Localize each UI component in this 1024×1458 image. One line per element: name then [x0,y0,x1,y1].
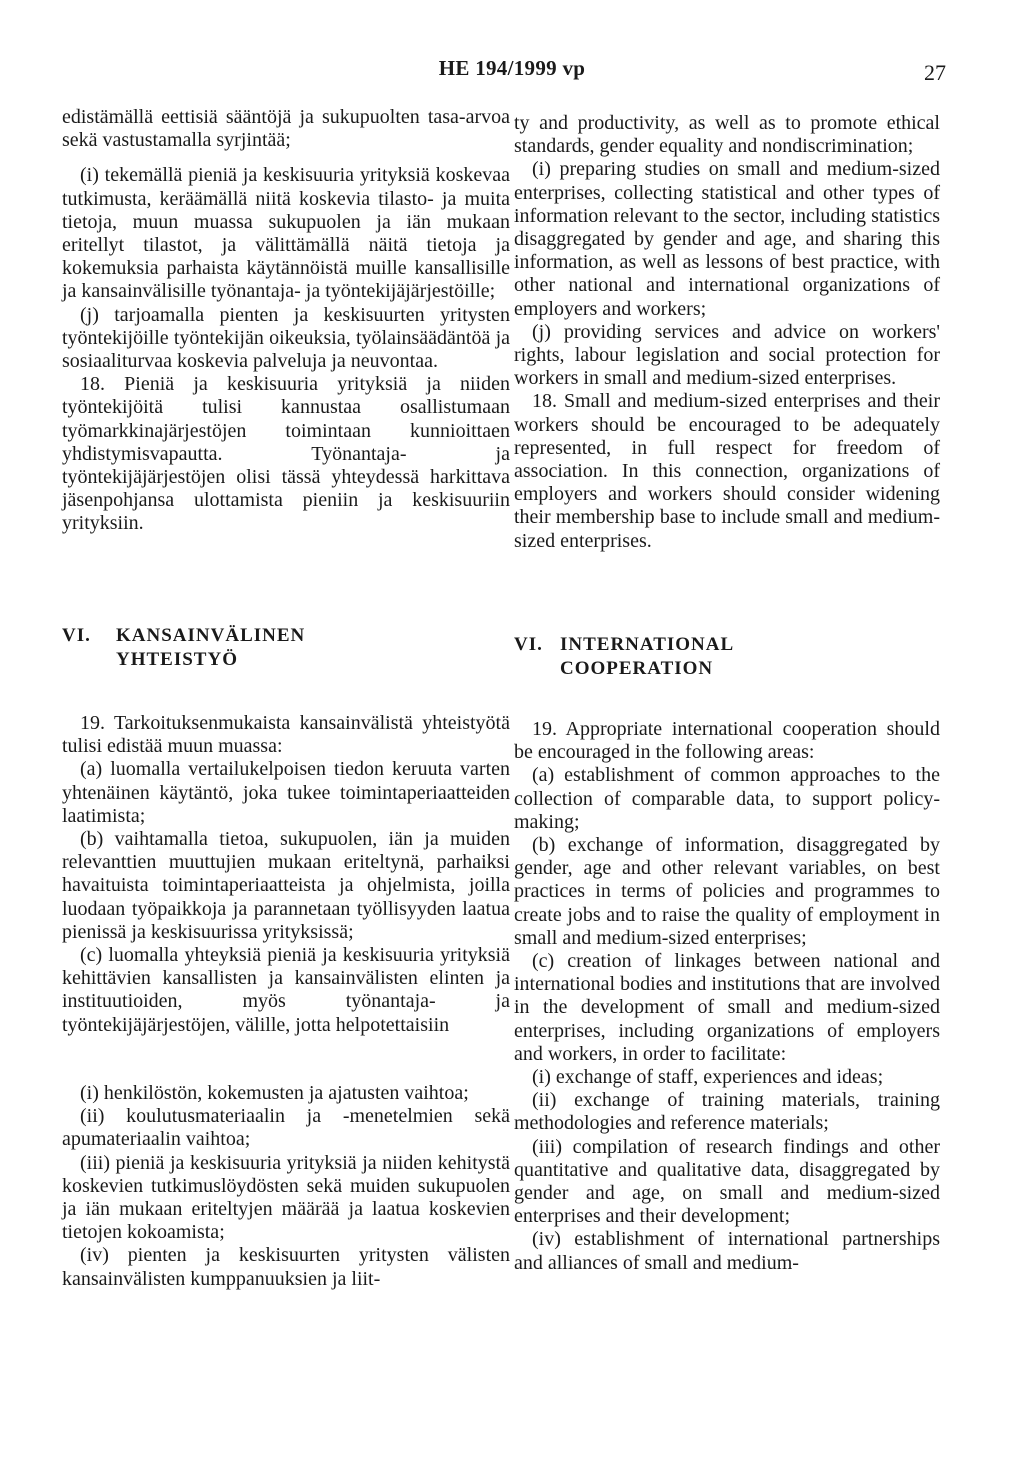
paragraph: 19. Appropriate international cooperation should be encouraged in the following areas: [514,718,940,764]
paragraph: (i) tekemällä pieniä ja keskisuuria yrityksiä koskevaa tutkimusta, keräämällä niitä koskevia tilasto- ja muita tietoja, muun muassa sukupuolen ja iän mukaan eritellyt tilastot, ja välittämällä näitä tietoja ja kokemuksia parhaista käytännöistä muille kansallisille ja kansainvälisille työnantaja- ja työntekijäjärjestöille; [62,164,510,303]
paragraph: (iii) pieniä ja keskisuuria yrityksiä ja niiden kehitystä koskevien tutkimuslöydösten sekä muiden sukupuolen ja iän mukaan eriteltyjen määrää ja laatua koskevien tietojen kokoamista; [62,1151,510,1244]
page-number: 27 [924,60,946,85]
section-title: KANSAINVÄLINEN [116,625,306,646]
paragraph: (iii) compilation of research findings and other quantitative and qualitative data, disaggregated by gender and age, on small and medium-sized enterprises and their development; [514,1135,940,1228]
document-reference: HE 194/1999 vp [438,56,586,80]
paragraph: (i) henkilöstön, kokemusten ja ajatusten vaihtoa; [80,1082,469,1104]
section-number: VI. [62,625,91,646]
paragraph: (c) creation of linkages between national and international bodies and institutions that are involved in the development of small and medium-sized enterprises, including organizations of employers and workers, in order to facilitate: [514,950,940,1065]
section-title: INTERNATIONAL [560,634,735,655]
left-column-top-text [62,106,510,536]
paragraph: (iv) establishment of international partnerships and alliances of small and medium- [514,1228,940,1274]
right-column-top-text [514,112,940,553]
paragraph: (a) establishment of common approaches to the collection of comparable data, to support policy-making; [514,764,940,833]
paragraph: (b) vaihtamalla tietoa, sukupuolen, iän ja muiden relevanttien muuttujien mukaan eriteltynä, parhaiksi havaituista toimintaperiaatteista ja ohjelmista, joilla luodaan työpaikkoja ja parannetaan työllisyyden laatua pienissä ja keskisuurissa yrityksissä; [62,828,510,943]
paragraph: (a) luomalla vertailukelpoisen tiedon keruuta varten yhtenäinen käytäntö, joka tukee toimintaperiaatteiden laatimista; [62,758,510,827]
paragraph: (i) exchange of staff, experiences and ideas; [532,1066,884,1089]
paragraph: (c) luomalla yhteyksiä pieniä ja keskisuuria yrityksiä kehittävien kansallisten ja kansainvälisten elinten ja instituutioiden, myös työnantaja- ja työntekijäjärjestöjen, välille, jotta helpotettaisiin [62,944,510,1036]
paragraph: (ii) exchange of training materials, training methodologies and reference materials; [514,1089,940,1135]
paragraph: (i) preparing studies on small and medium-sized enterprises, collecting statistical and other types of information relevant to the sector, including statistics disaggregated by gender and age, and sharing this information, as well as lessons of best practice, with other national and international organizations of employers and workers; [514,158,940,320]
left-column-mid-text [62,712,510,1037]
paragraph: (ii) koulutusmateriaalin ja -menetelmien sekä apumateriaalin vaihtoa; [62,1105,510,1151]
paragraph: edistämällä eettisiä sääntöjä ja sukupuolten tasa-arvoa sekä vastustamalla syrjintää; [62,106,510,152]
paragraph: (j) providing services and advice on workers' rights, labour legislation and social protection for workers in small and medium-sized enterprises. [514,320,940,390]
paragraph: ty and productivity, as well as to promote ethical standards, gender equality and nondiscrimination; [514,112,940,158]
section-number: VI. [514,634,543,655]
right-column-bottom-text [514,718,940,1275]
section-title: YHTEISTYÖ [116,649,238,670]
paragraph: (j) tarjoamalla pienten ja keskisuurten yritysten työntekijöille työntekijän oikeuksia, työlainsäädäntöä ja sosiaaliturvaa koskevia palveluja ja neuvontaa. [62,303,510,373]
paragraph: 19. Tarkoituksenmukaista kansainvälistä yhteistyötä tulisi edistää muun muassa: [62,712,510,758]
paragraph: 18. Small and medium-sized enterprises and their workers should be encouraged to be adequately represented, in full respect for freedom of association. In this connection, organizations of employers and workers should consider widening their membership base to include small and medium-sized enterprises. [514,390,940,552]
paragraph: 18. Pieniä ja keskisuuria yrityksiä ja niiden työntekijöitä tulisi kannustaa osallistumaan työmarkkinajärjestöjen toimintaan kunnioittaen yhdistymisvapautta. Työnantaja- ja työntekijäjärjestöjen olisi tässä yhteydessä harkittava jäsenpohjansa ulottamista pieniin ja keskisuuriin yrityksiin. [62,373,510,535]
paragraph: (iv) pienten ja keskisuurten yritysten välisten kansainvälisten kumppanuuksien ja liit- [62,1244,510,1290]
paragraph: (b) exchange of information, disaggregated by gender, age and other relevant variables, on best practices in terms of policies and programmes to create jobs and to raise the quality of employment in small and medium-sized enterprises; [514,834,940,949]
section-title: COOPERATION [560,658,714,679]
left-column-bottom-text [62,1082,510,1291]
